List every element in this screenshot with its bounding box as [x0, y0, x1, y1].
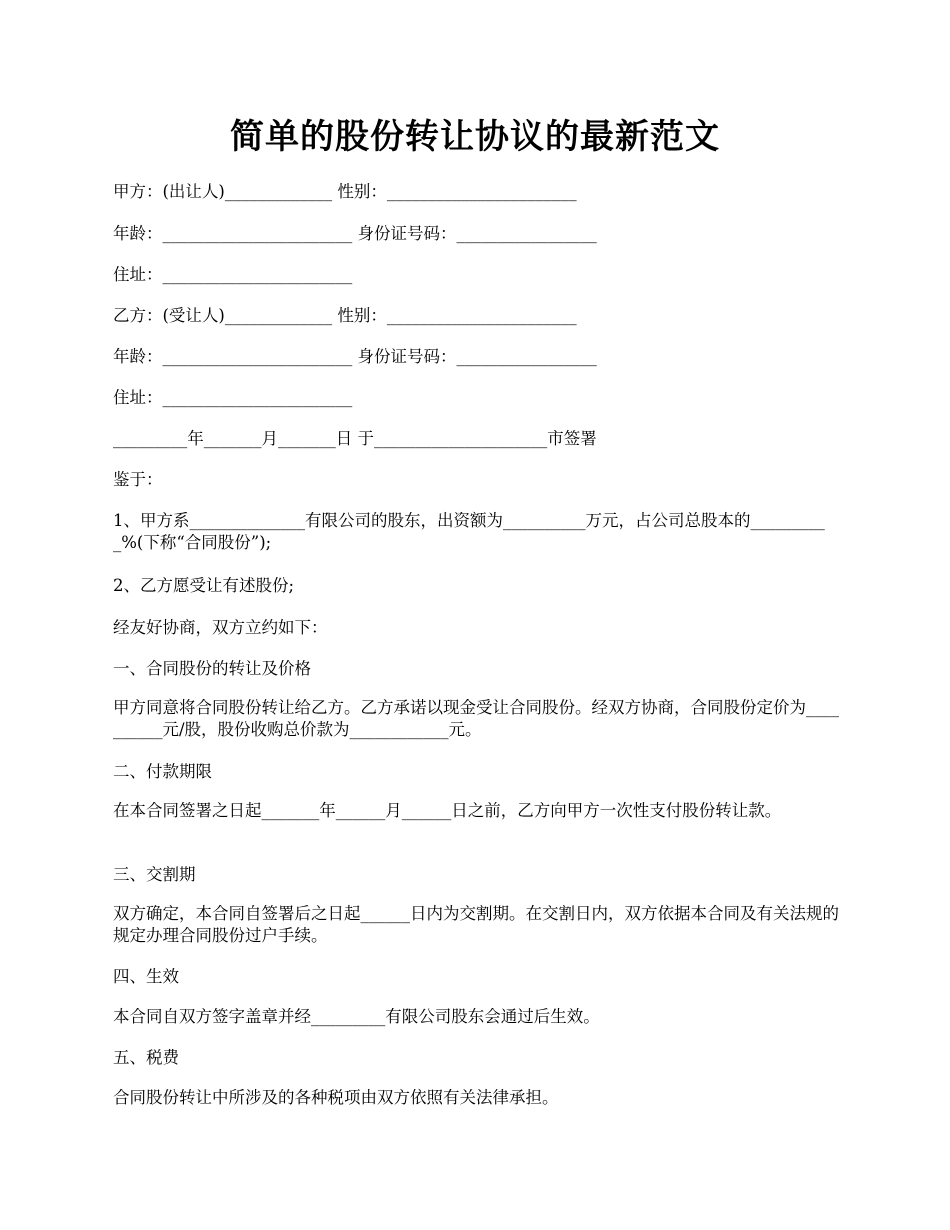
section-5-body: 合同股份转让中所涉及的各种税项由双方依照有关法律承担。 — [113, 1088, 559, 1107]
section-2-heading: 二、付款期限 — [113, 762, 212, 781]
party-b-address-line: 住址：_______________________ — [113, 388, 353, 407]
section-3-body: 双方确定，本合同自签署后之日起______日内为交割期。在交割日内，双方依据本合同及有关法规的规定办理合同股份过户手续。 — [113, 904, 839, 945]
whereas-heading: 鉴于： — [113, 470, 163, 489]
party-a-address-line: 住址：_______________________ — [113, 265, 353, 284]
party-b-age-id-line: 年龄：_______________________ 身份证号码：_________________ — [113, 347, 597, 366]
party-b-line: 乙方：(受让人)_____________ 性别：_______________________ — [113, 306, 577, 325]
section-5-heading: 五、税费 — [113, 1048, 179, 1067]
party-a-age-id-line: 年龄：_______________________ 身份证号码：_________________ — [113, 224, 597, 243]
section-1-heading: 一、合同股份的转让及价格 — [113, 659, 311, 678]
whereas-clause-2: 2、乙方愿受让有述股份; — [113, 576, 295, 595]
document-title: 简单的股份转让协议的最新范文 — [230, 117, 720, 157]
section-1-body: 甲方同意将合同股份转让给乙方。乙方承诺以现金受让合同股份。经双方协商，合同股份定价为__________元/股，股份收购总价款为____________元。 — [113, 698, 839, 739]
section-4-heading: 四、生效 — [113, 967, 179, 986]
agreement-intro: 经友好协商，双方立约如下： — [113, 618, 328, 637]
section-2-body: 在本合同签署之日起_______年______月______日之前，乙方向甲方一次性支付股份转让款。 — [113, 801, 782, 820]
signing-date-place-line: _________年_______月_______日 于_____________________市签署 — [113, 429, 597, 448]
section-4-body: 本合同自双方签字盖章并经_________有限公司股东会通过后生效。 — [113, 1007, 600, 1026]
section-3-heading: 三、交割期 — [113, 865, 196, 884]
party-a-line: 甲方：(出让人)_____________ 性别：_______________________ — [113, 182, 577, 201]
whereas-clause-1: 1、甲方系______________有限公司的股东，出资额为__________万元，占公司总股本的__________%(下称“合同股份”); — [113, 511, 825, 552]
